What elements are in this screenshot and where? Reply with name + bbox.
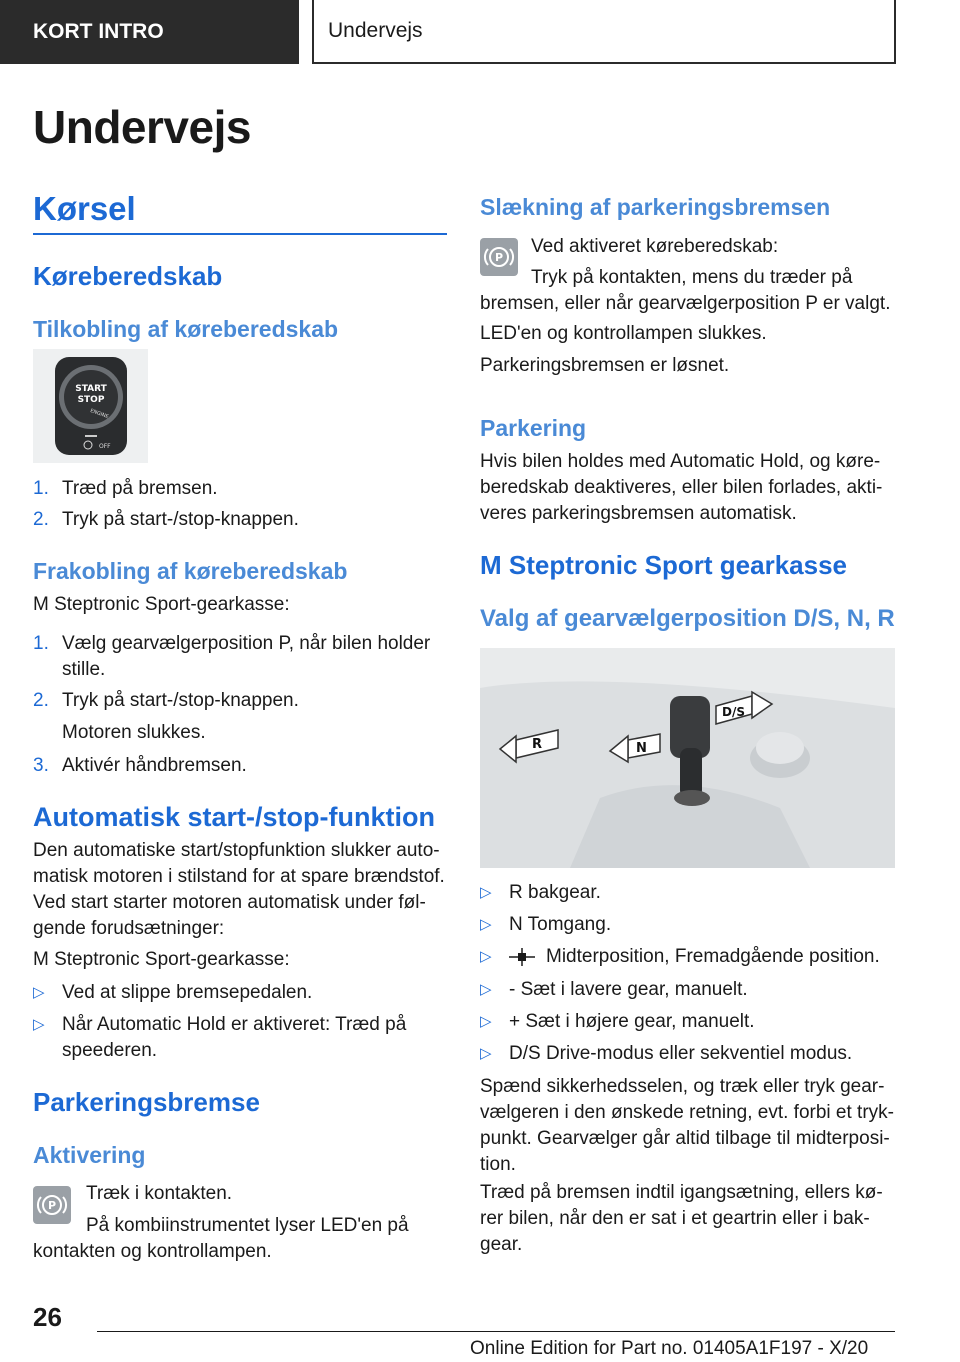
start-stop-button-image [33,349,148,463]
gear-selector-image [480,648,895,868]
heading-steptronic: M Steptronic Sport gearkasse [480,550,847,580]
start-label: START [75,384,107,394]
triangle-bullet-icon: ▷ [480,1013,492,1030]
motor-off-text: Motoren slukkes. [62,722,206,743]
chapter-tab: KORT INTRO [0,0,299,64]
triangle-bullet-icon: ▷ [480,1045,492,1062]
released-text: Parkeringsbremsen er løsnet. [480,355,730,376]
parkering-paragraph: Hvis bilen holdes med Automatic Hold, og køre- beredskab deaktiveres, eller bilen forlades, akti- veres parkeringsbremsen automatisk. [480,451,883,524]
page-title: Undervejs [33,101,251,153]
off-label: OFF [99,443,111,450]
heading-rule [33,233,447,235]
heading-korsel: Kørsel [33,190,136,227]
heading-auto-start-stop: Automatisk start-/stop-funktion [33,802,435,832]
heading-parkering: Parkering [480,415,587,441]
gear-label-ds: D/S [722,705,745,719]
triangle-bullet-icon: ▷ [480,884,492,901]
aktivering-line2: På kombiinstrumentet lyser LED'en på [86,1215,409,1236]
heading-valg: Valg af gearvælgerposition D/S, N, R [480,605,895,632]
gear-paragraph-2: Træd på bremsen indtil igangsætning, ellers kø- rer bilen, når den er sat i et geartrin eller i bak- gear. [480,1182,883,1255]
stop-label: STOP [77,395,105,405]
engine-label: ENGINE [89,407,110,421]
frakobling-intro: M Steptronic Sport-gearkasse: [33,594,290,615]
heading-slaekning: Slækning af parkeringsbremsen [480,194,831,220]
page-number: 26 [33,1302,62,1332]
triangle-bullet-icon: ▷ [33,1016,45,1033]
gear-label-n: N [636,741,647,756]
footer-rule [97,1331,895,1332]
slaekning-line1: Ved aktiveret køreberedskab: [531,236,779,257]
auto-intro: M Steptronic Sport-gearkasse: [33,949,290,970]
triangle-bullet-icon: ▷ [480,948,492,965]
slaekning-line3: bremsen, eller når gearvælgerposition P er valgt. [480,293,891,314]
gear-paragraph-1: Spænd sikkerhedsselen, og træk eller tryk gear- vælgeren i den ønskede retning, evt. forbi et tryk- punkt. Gearvælger går altid tilbage til midterposi- tion. [480,1076,894,1175]
heading-aktivering: Aktivering [33,1142,146,1168]
heading-parkeringsbremse: Parkeringsbremse [33,1087,260,1117]
auto-paragraph: Den automatiske start/stopfunktion slukker auto- matisk motoren i stilstand for at spare brændstof. Ved start starter motoren automatisk under føl- gende forudsætninger: [33,840,445,939]
neutral-position-icon [507,947,537,975]
section-tab: Undervejs [312,0,896,64]
heading-tilkobling: Tilkobling af køreberedskab [33,316,339,342]
led-off-text: LED'en og kontrollampen slukkes. [480,323,767,344]
heading-frakobling: Frakobling af køreberedskab [33,558,348,584]
heading-koreberedskab: Køreberedskab [33,261,223,291]
aktivering-line1: Træk i kontakten. [86,1183,233,1204]
aktivering-line3: kontakten og kontrollampen. [33,1241,272,1262]
footer-edition: Online Edition for Part no. 01405A1F197 - X/20 [470,1338,869,1359]
parking-brake-icon [480,238,518,276]
parking-brake-icon [33,1186,71,1224]
gear-label-r: R [532,737,543,752]
svg-text:P: P [494,251,504,264]
triangle-bullet-icon: ▷ [33,984,45,1001]
triangle-bullet-icon: ▷ [480,981,492,998]
triangle-bullet-icon: ▷ [480,916,492,933]
svg-text:P: P [47,1199,57,1212]
slaekning-line2: Tryk på kontakten, mens du træder på [531,267,853,288]
